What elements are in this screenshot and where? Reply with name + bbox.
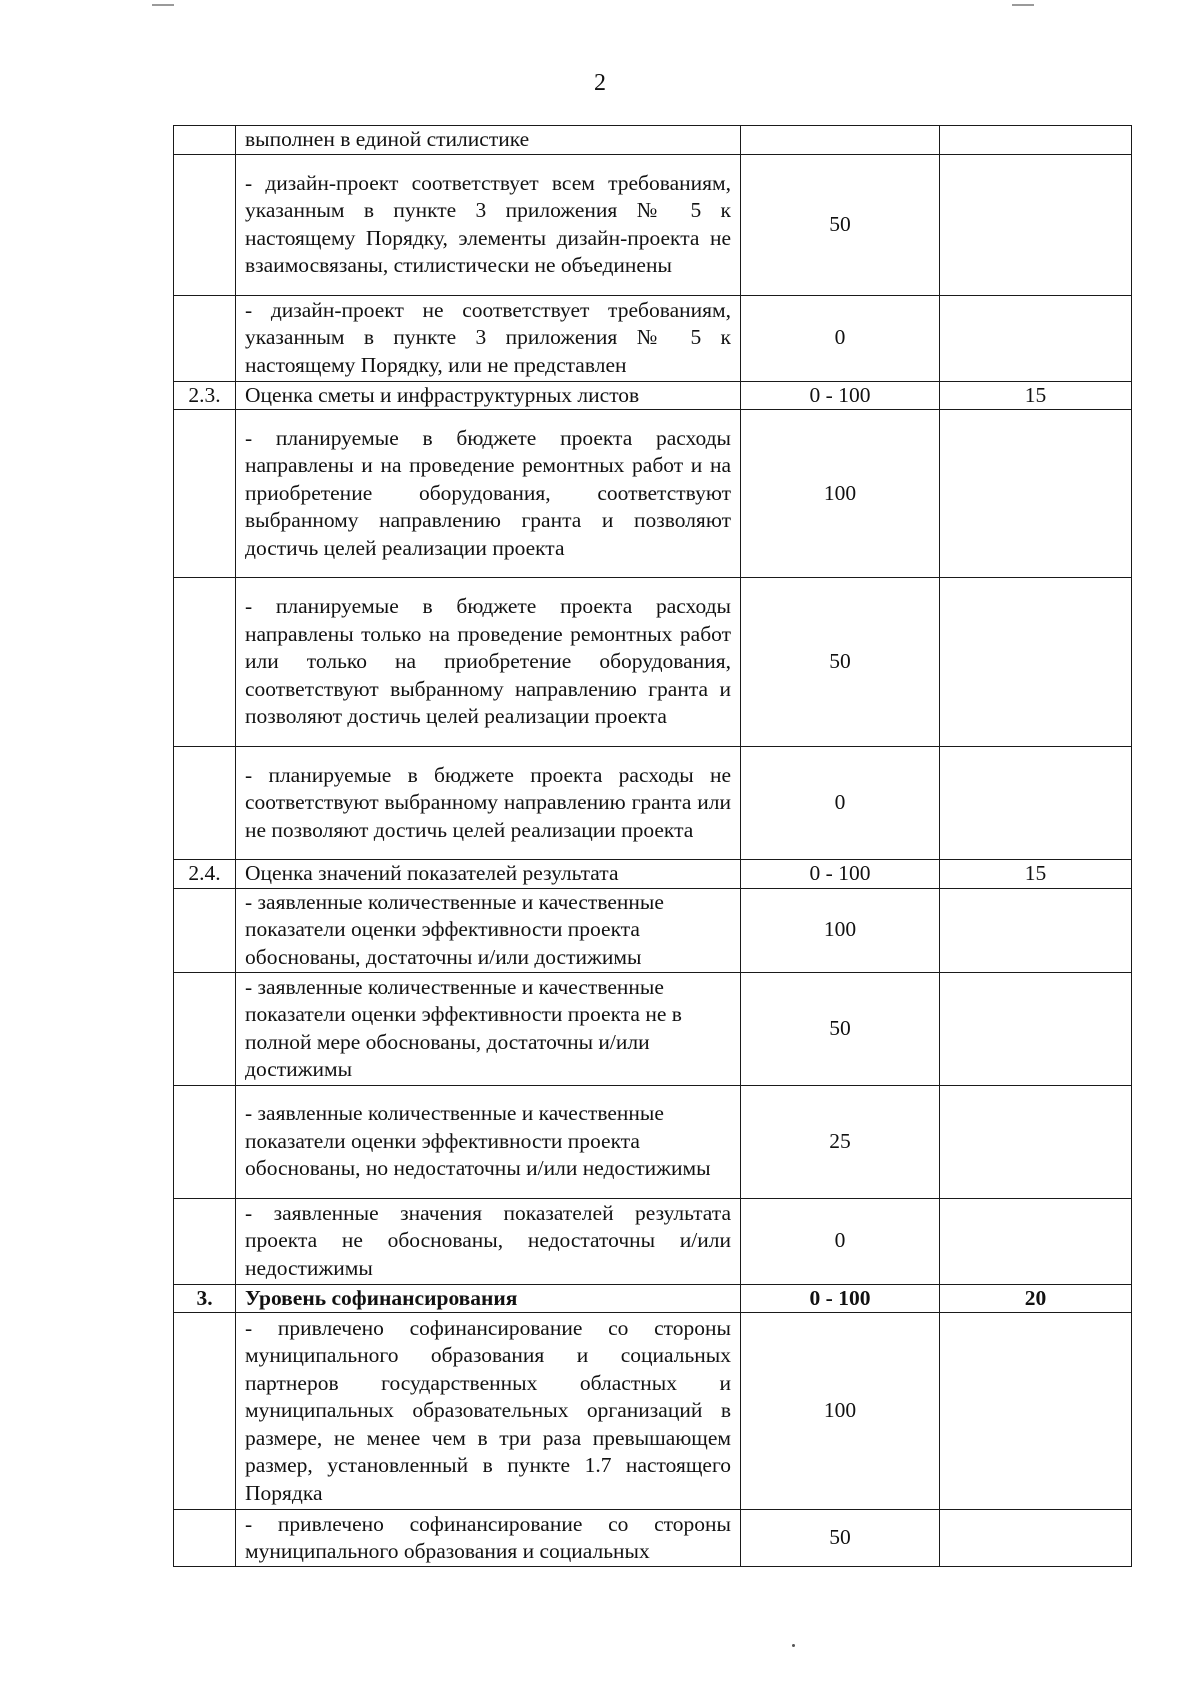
criterion-text: - планируемые в бюджете проекта расходы направлены только на проведение ремонтных работ или только на приобретение оборудования, соответствуют выбранному направлению гранта и позволяют достичь целей реализации проекта xyxy=(236,578,741,747)
criterion-points: 25 xyxy=(741,1085,940,1198)
row-number: 3. xyxy=(174,1284,236,1313)
top-scan-rule-left xyxy=(152,4,174,6)
row-number xyxy=(174,1085,236,1198)
table-row xyxy=(174,295,1132,381)
criterion-points: 50 xyxy=(741,972,940,1085)
criterion-text: Уровень софинансирования xyxy=(236,1284,741,1313)
criterion-points xyxy=(741,126,940,155)
table-row xyxy=(174,1198,1132,1284)
criterion-weight xyxy=(940,888,1132,972)
criterion-points: 0 - 100 xyxy=(741,860,940,889)
criterion-text: - заявленные количественные и качественные показатели оценки эффективности проекта обоснованы, достаточны и/или достижимы xyxy=(236,888,741,972)
criterion-text: - привлечено софинансирование со стороны муниципального образования и социальных xyxy=(236,1510,741,1567)
criterion-weight xyxy=(940,578,1132,747)
table-row xyxy=(174,888,1132,972)
table-row xyxy=(174,747,1132,860)
row-number xyxy=(174,1510,236,1567)
criterion-points: 0 xyxy=(741,295,940,381)
row-number xyxy=(174,154,236,295)
criterion-weight xyxy=(940,1198,1132,1284)
table-row xyxy=(174,154,1132,295)
row-number xyxy=(174,578,236,747)
criterion-points: 50 xyxy=(741,578,940,747)
criterion-points: 100 xyxy=(741,410,940,578)
criterion-weight xyxy=(940,295,1132,381)
criterion-weight xyxy=(940,972,1132,1085)
criterion-weight xyxy=(940,126,1132,155)
table-row xyxy=(174,1510,1132,1567)
table-row xyxy=(174,972,1132,1085)
top-scan-rule-right xyxy=(1012,4,1034,6)
criteria-table xyxy=(173,125,1132,1567)
criterion-text: - дизайн-проект не соответствует требованиям, указанным в пункте 3 приложения № 5 к настоящему Порядку, или не представлен xyxy=(236,295,741,381)
row-number: 2.3. xyxy=(174,381,236,410)
row-number xyxy=(174,1313,236,1510)
criterion-weight xyxy=(940,154,1132,295)
page-number: 2 xyxy=(594,70,606,96)
criterion-text: Оценка сметы и инфраструктурных листов xyxy=(236,381,741,410)
criterion-weight xyxy=(940,1085,1132,1198)
criterion-text: - заявленные количественные и качественные показатели оценки эффективности проекта обоснованы, но недостаточны и/или недостижимы xyxy=(236,1085,741,1198)
table-row xyxy=(174,1085,1132,1198)
criterion-weight xyxy=(940,747,1132,860)
criterion-points: 100 xyxy=(741,888,940,972)
table-row xyxy=(174,1313,1132,1510)
row-number: 2.4. xyxy=(174,860,236,889)
table-row xyxy=(174,860,1132,889)
table-row xyxy=(174,1284,1132,1313)
row-number xyxy=(174,888,236,972)
criterion-points: 0 - 100 xyxy=(741,381,940,410)
criterion-weight xyxy=(940,1510,1132,1567)
row-number xyxy=(174,295,236,381)
criterion-points: 50 xyxy=(741,154,940,295)
criterion-text: - дизайн-проект соответствует всем требованиям, указанным в пункте 3 приложения № 5 к настоящему Порядку, элементы дизайн-проекта не взаимосвязаны, стилистически не объединены xyxy=(236,154,741,295)
criterion-points: 0 - 100 xyxy=(741,1284,940,1313)
criterion-text: - заявленные количественные и качественные показатели оценки эффективности проекта не в полной мере обоснованы, достаточны и/или достижимы xyxy=(236,972,741,1085)
criterion-weight: 15 xyxy=(940,381,1132,410)
row-number xyxy=(174,747,236,860)
criterion-points: 100 xyxy=(741,1313,940,1510)
row-number xyxy=(174,126,236,155)
criterion-points: 0 xyxy=(741,747,940,860)
criterion-points: 0 xyxy=(741,1198,940,1284)
criterion-weight xyxy=(940,410,1132,578)
table-row xyxy=(174,126,1132,155)
row-number xyxy=(174,1198,236,1284)
criterion-text: выполнен в единой стилистике xyxy=(236,126,741,155)
criterion-weight: 15 xyxy=(940,860,1132,889)
criterion-points: 50 xyxy=(741,1510,940,1567)
criterion-weight xyxy=(940,1313,1132,1510)
criterion-text: - планируемые в бюджете проекта расходы направлены и на проведение ремонтных работ и на приобретение оборудования, соответствуют выбранному направлению гранта и позволяют достичь целей реализации проекта xyxy=(236,410,741,578)
scan-speck xyxy=(792,1644,795,1647)
criterion-text: - привлечено софинансирование со стороны муниципального образования и социальных партнеров государственных областных и муниципальных образовательных организаций в размере, не менее чем в три раза превышающем размер, установленный в пункте 1.7 настоящего Порядка xyxy=(236,1313,741,1510)
criterion-text: - заявленные значения показателей результата проекта не обоснованы, недостаточны и/или недостижимы xyxy=(236,1198,741,1284)
table-row xyxy=(174,578,1132,747)
row-number xyxy=(174,972,236,1085)
table-row xyxy=(174,410,1132,578)
table-row xyxy=(174,381,1132,410)
criterion-weight: 20 xyxy=(940,1284,1132,1313)
criterion-text: Оценка значений показателей результата xyxy=(236,860,741,889)
criterion-text: - планируемые в бюджете проекта расходы не соответствуют выбранному направлению гранта или не позволяют достичь целей реализации проекта xyxy=(236,747,741,860)
row-number xyxy=(174,410,236,578)
